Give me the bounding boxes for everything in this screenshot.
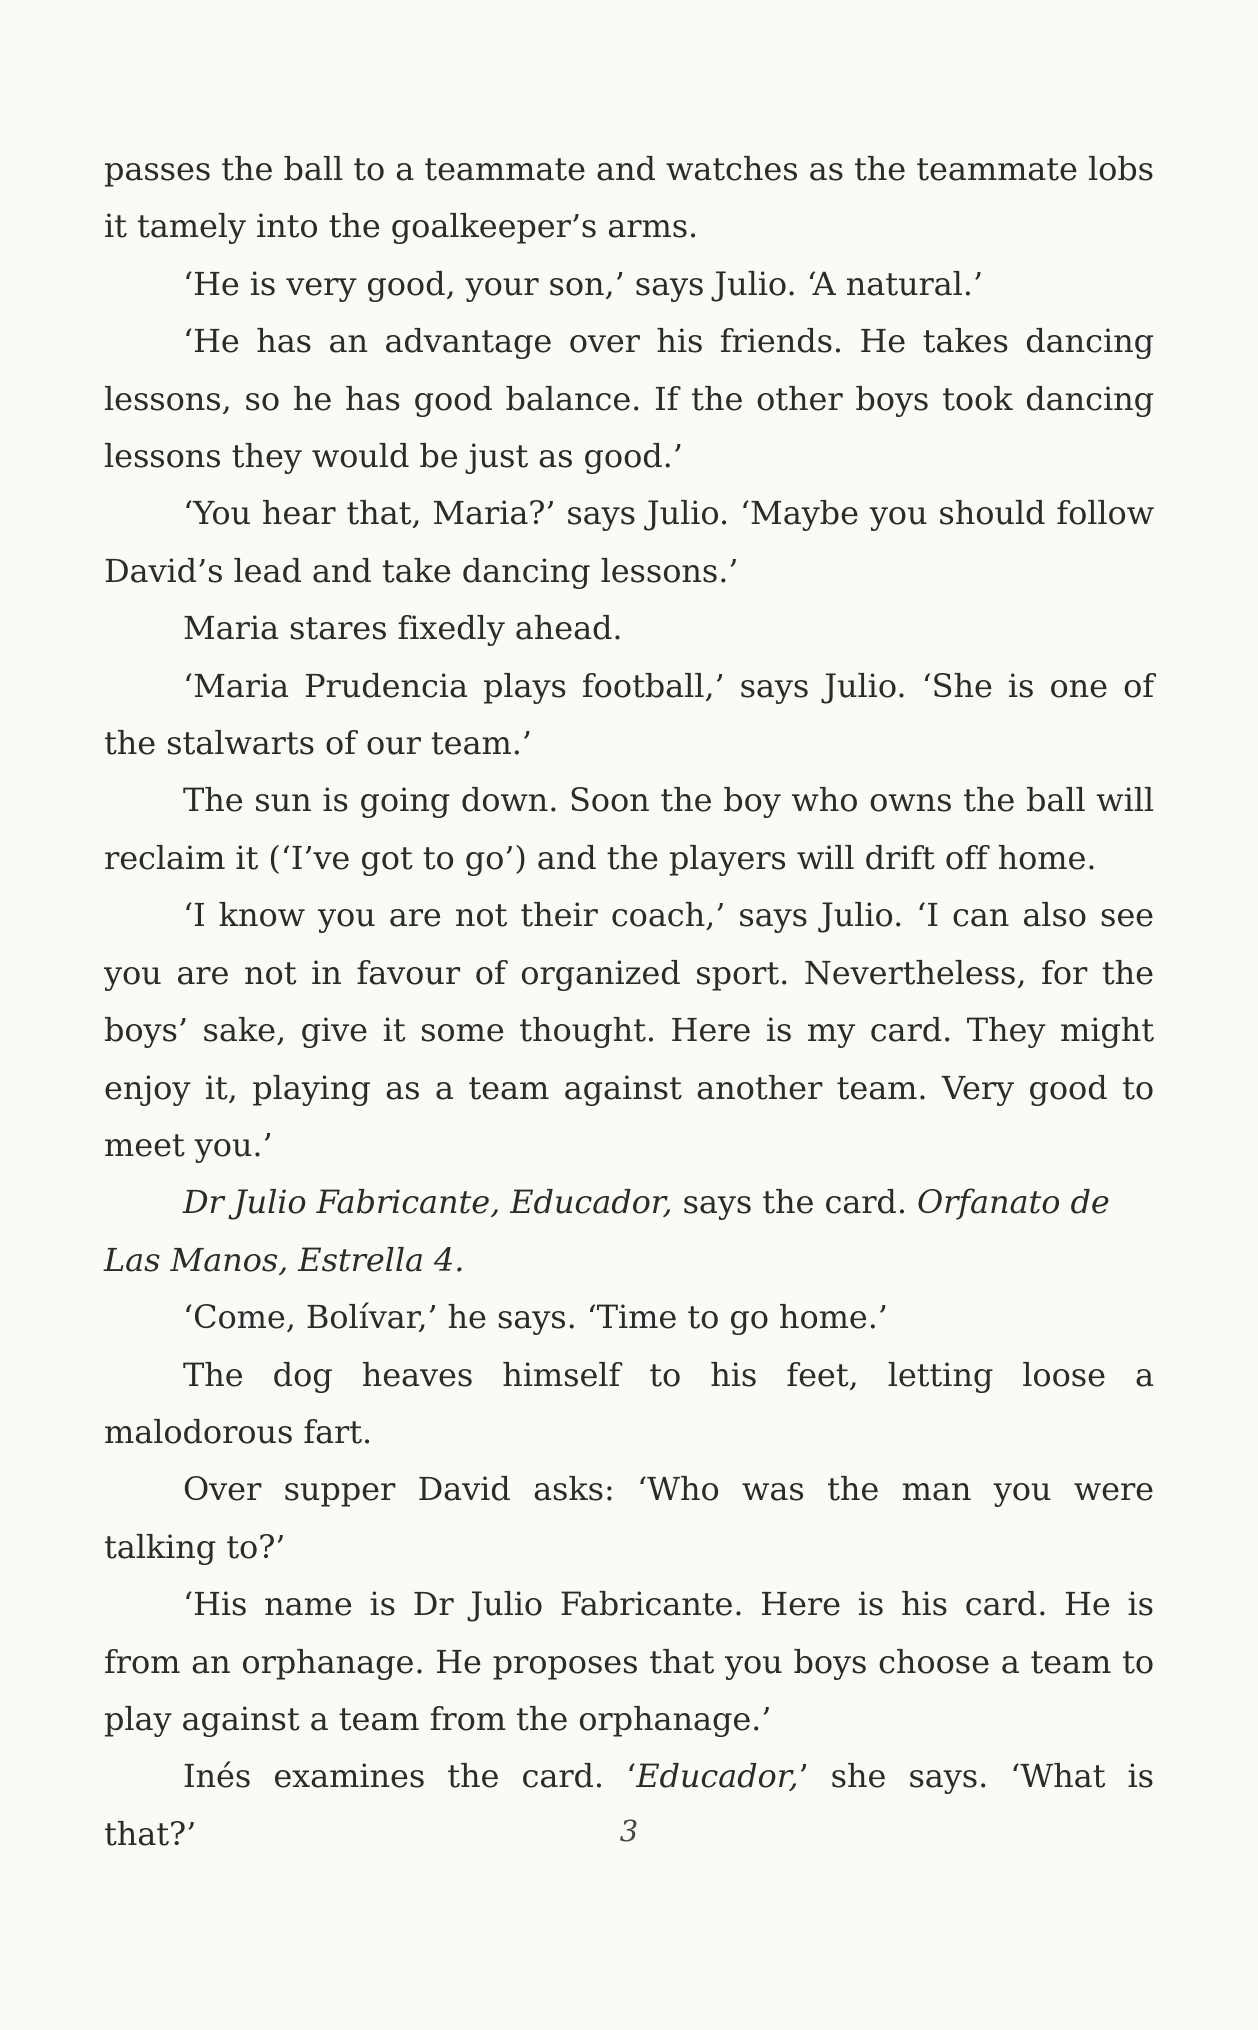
text-run: says the card. — [672, 1183, 917, 1222]
text-run: ‘His name is Dr Julio Fabricante. Here is his card. He is from an orphanage. He proposes that you boys choose a team to play against a team from the orphanage.’ — [104, 1585, 1154, 1738]
paragraph — [104, 141, 1154, 256]
italic-text: Orfanato de Las Manos, Estrella 4. — [104, 1183, 1110, 1279]
paragraph — [104, 658, 1154, 773]
paragraph — [104, 1347, 1154, 1462]
paragraph — [104, 256, 1154, 313]
paragraph — [104, 887, 1154, 1174]
italic-text: Dr Julio Fabricante, Educador, — [183, 1183, 673, 1222]
body-text — [104, 141, 1154, 1863]
paragraph — [104, 1174, 1154, 1289]
text-run: The sun is going down. Soon the boy who owns the ball will reclaim it (‘I’ve got to go’) and the players will drift off home. — [104, 781, 1154, 877]
text-run: ‘Maria Prudencia plays football,’ says Julio. ‘She is one of the stalwarts of our team.’ — [104, 666, 1154, 763]
text-run: Inés examines the card. ‘ — [183, 1757, 637, 1796]
text-run: ‘Come, Bolívar,’ he says. ‘Time to go home.’ — [183, 1298, 888, 1337]
paragraph — [104, 485, 1154, 600]
text-run: ’ she says. ‘What is that?’ — [104, 1757, 1154, 1853]
paragraph — [104, 1461, 1154, 1576]
paragraph — [104, 313, 1154, 485]
text-run: Over supper David asks: ‘Who was the man you were talking to?’ — [104, 1470, 1154, 1566]
paragraph — [104, 600, 1154, 657]
text-run: ‘I know you are not their coach,’ says Julio. ‘I can also see you are not in favour of organized sport. Nevertheless, for the boys’ sake, give it some thought. Here is my card. They might enjoy it, playing as a team against another team. Very good to meet you.’ — [104, 896, 1154, 1164]
text-run: ‘He is very good, your son,’ says Julio. ‘A natural.’ — [183, 264, 983, 303]
text-run: The dog heaves himself to his feet, letting loose a malodorous fart. — [104, 1355, 1154, 1451]
page-number: 3 — [619, 1814, 639, 1848]
text-run: passes the ball to a teammate and watches as the teammate lobs it tamely into the goalkeeper’s arms. — [104, 150, 1154, 246]
paragraph — [104, 1289, 1154, 1346]
text-run: ‘You hear that, Maria?’ says Julio. ‘Maybe you should follow David’s lead and take dancing lessons.’ — [104, 494, 1154, 590]
paragraph — [104, 1576, 1154, 1748]
text-run: ‘He has an advantage over his friends. He takes dancing lessons, so he has good balance. If the other boys took dancing lessons they would be just as good.’ — [104, 322, 1154, 476]
paragraph — [104, 772, 1154, 887]
italic-text: Educador, — [636, 1757, 799, 1796]
text-run: Maria stares fixedly ahead. — [183, 609, 623, 648]
